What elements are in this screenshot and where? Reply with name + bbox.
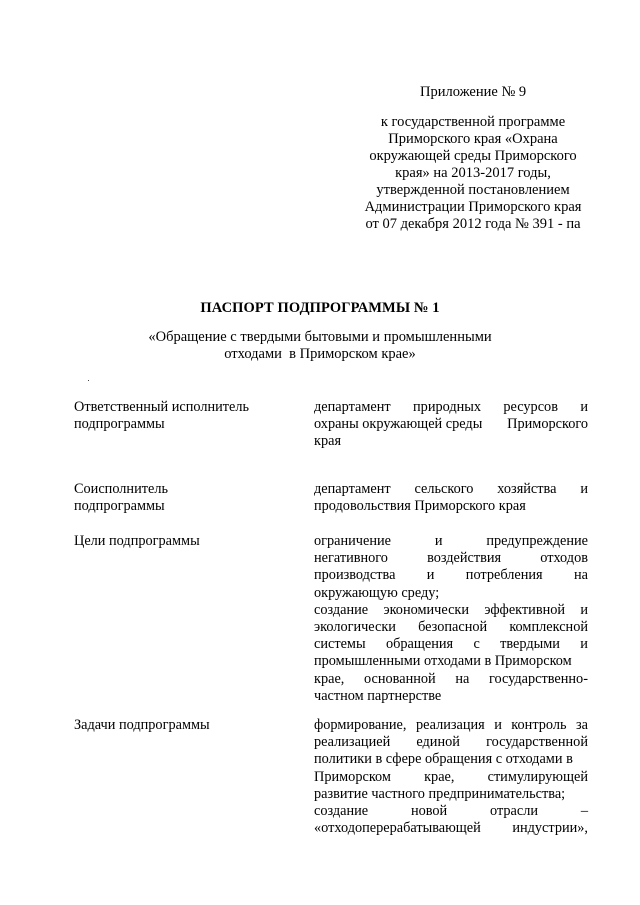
word: – <box>580 803 588 820</box>
appendix-line: края» на 2013-2017 годы, <box>395 165 551 181</box>
row-value-line <box>314 399 588 416</box>
word: частном партнерстве <box>314 687 442 704</box>
word: контроль <box>511 717 567 733</box>
row-value <box>314 717 588 837</box>
appendix-line: Администрации Приморского края <box>364 199 582 215</box>
row-label-line: Задачи подпрограммы <box>74 717 210 733</box>
row-value-line <box>314 533 588 550</box>
appendix-details <box>350 114 596 233</box>
row-label-line: Соисполнитель <box>74 481 168 497</box>
word: индустрии», <box>512 820 588 837</box>
row-value-line <box>314 550 588 567</box>
word: и <box>426 567 435 584</box>
row-value-line <box>314 636 588 653</box>
word: государственно- <box>488 670 588 687</box>
word: воздействия <box>427 550 502 567</box>
row-value <box>314 481 588 515</box>
word: и <box>494 717 502 733</box>
word: производства <box>314 567 396 584</box>
row-value-line <box>314 688 588 705</box>
word: единой <box>416 734 460 751</box>
row-value <box>314 533 588 705</box>
word: государственной <box>486 734 588 751</box>
row-value-line <box>314 433 588 450</box>
word: потребления <box>465 567 543 584</box>
word: обращения <box>385 636 454 653</box>
document-heading: ПАСПОРТ ПОДПРОГРАММЫ № 1 <box>200 300 440 316</box>
subheading-line: отходами в Приморском крае» <box>224 346 416 362</box>
word: и <box>434 533 443 549</box>
word: на <box>573 567 588 584</box>
word: реализацией <box>314 734 391 751</box>
word: твердыми <box>500 636 560 653</box>
word: на <box>455 670 470 687</box>
scan-speck <box>88 380 89 381</box>
word: предупреждение <box>486 533 588 549</box>
document-subheading <box>0 329 640 363</box>
row-value-line <box>314 585 588 602</box>
row-label <box>74 481 284 515</box>
word: продовольствия Приморского края <box>314 498 526 515</box>
appendix-line: Приморского края «Охрана <box>388 131 558 147</box>
word: формирование, <box>314 717 407 733</box>
appendix-line: окружающей среды Приморского <box>369 148 577 164</box>
word: политики в сфере обращения с отходами в <box>314 751 573 768</box>
row-value-line <box>314 416 588 433</box>
row-value-line <box>314 769 588 786</box>
row-label <box>74 533 284 550</box>
word: экологически <box>314 619 396 636</box>
appendix-title: Приложение № 9 <box>420 84 527 100</box>
word: охраны окружающей среды <box>314 416 483 433</box>
row-value-line <box>314 653 588 670</box>
word: с <box>473 636 480 653</box>
word: создание <box>314 601 369 618</box>
word: крае, <box>424 768 455 785</box>
word: края <box>314 433 342 450</box>
row-value-line <box>314 602 588 619</box>
appendix-line: от 07 декабря 2012 года № 391 - па <box>365 216 581 232</box>
word: эффективной <box>484 601 566 618</box>
row-value-line <box>314 734 588 751</box>
word: промышленными отходами в Приморском <box>314 653 572 670</box>
word: ограничение <box>314 533 391 549</box>
word: стимулирующей <box>487 768 588 785</box>
row-value-line <box>314 717 588 734</box>
subheading-line: «Обращение с твердыми бытовыми и промышленными <box>148 329 492 345</box>
word: комплексной <box>509 619 588 636</box>
row-value-line <box>314 786 588 803</box>
word: за <box>575 717 588 733</box>
row-value-line <box>314 751 588 768</box>
row-value-line <box>314 671 588 688</box>
word: реализация <box>415 717 485 733</box>
row-label-line: подпрограммы <box>74 416 165 432</box>
appendix-line: к государственной программе <box>380 114 566 130</box>
word: департамент <box>314 481 391 497</box>
word: природных <box>413 399 482 415</box>
row-label-line: подпрограммы <box>74 498 165 514</box>
word: и <box>580 481 588 497</box>
row-value-line <box>314 619 588 636</box>
word: «отходоперерабатывающей <box>314 820 481 837</box>
word: ресурсов <box>503 399 558 415</box>
word: отходов <box>540 550 588 567</box>
word: Приморском <box>314 768 391 785</box>
word: создание <box>314 803 369 820</box>
row-value-line <box>314 498 588 515</box>
row-value-line <box>314 481 588 498</box>
row-value-line <box>314 567 588 584</box>
row-label-line: Цели подпрограммы <box>74 533 200 549</box>
row-label <box>74 717 284 734</box>
word: департамент <box>314 399 391 415</box>
row-label-line: Ответственный исполнитель <box>74 399 250 415</box>
word: Приморского <box>507 416 588 433</box>
word: развитие частного предпринимательства; <box>314 785 566 802</box>
word: основанной <box>364 670 436 687</box>
row-value <box>314 399 588 451</box>
word: и <box>580 399 588 415</box>
word: крае, <box>314 670 345 687</box>
row-value-line <box>314 820 588 837</box>
row-value-line <box>314 803 588 820</box>
word: отрасли <box>490 803 539 820</box>
word: и <box>580 601 588 618</box>
word: окружающую среду; <box>314 584 440 601</box>
word: системы <box>314 636 366 653</box>
word: негативного <box>314 550 388 567</box>
word: хозяйства <box>497 481 557 497</box>
appendix-line: утвержденной постановлением <box>376 182 570 198</box>
word: новой <box>410 803 448 820</box>
word: сельского <box>414 481 474 497</box>
word: экономически <box>383 601 470 618</box>
word: безопасной <box>418 619 488 636</box>
word: и <box>580 636 588 653</box>
row-label <box>74 399 284 433</box>
